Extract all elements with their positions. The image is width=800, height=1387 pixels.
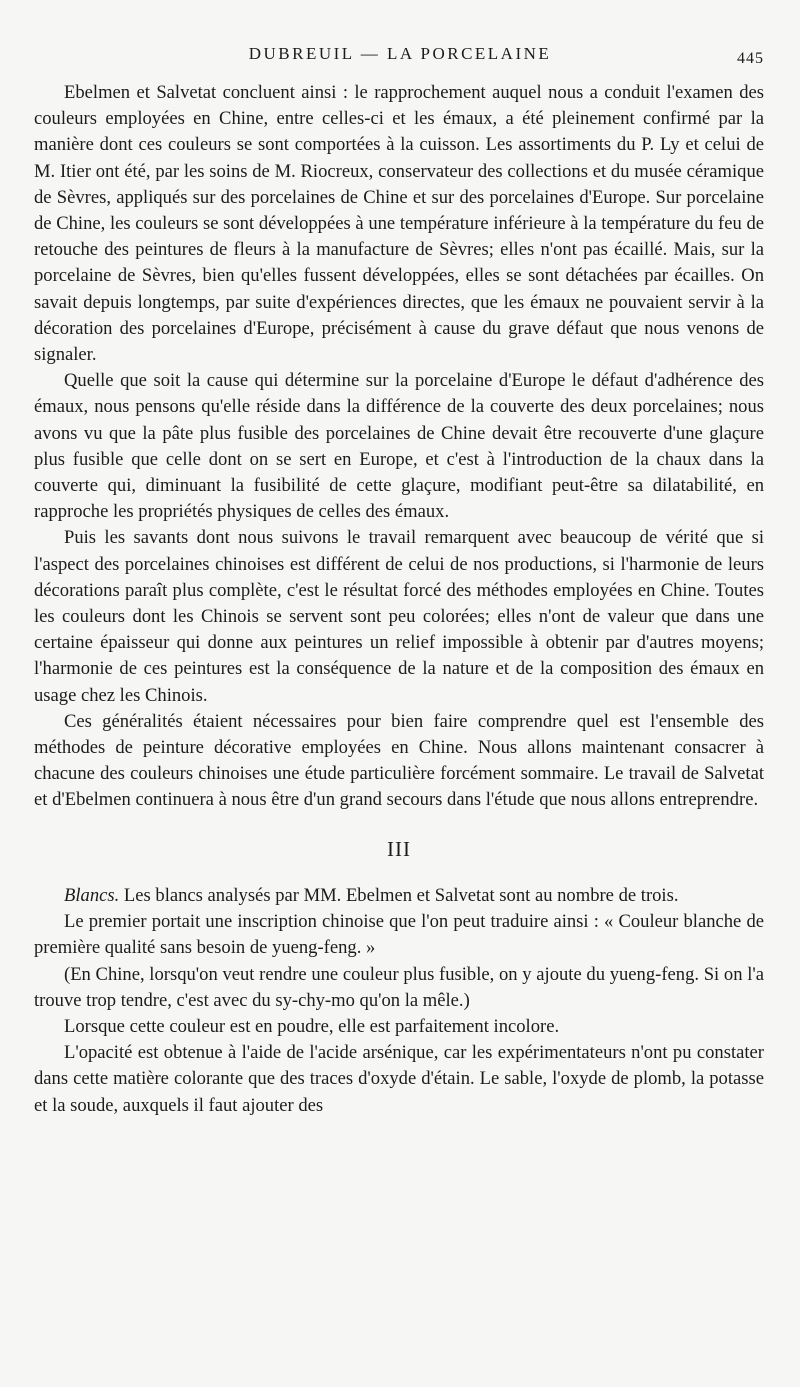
paragraph: Ces généralités étaient nécessaires pour bien faire comprendre quel est l'ensemble des méthodes de peinture décorative employées en Chine. Nous allons maintenant consacrer à chacune des couleurs chinoises une étude particulière forcément sommaire. Le travail de Salvetat et d'Ebelmen continuera à nous être d'un grand secours dans l'étude que nous allons entreprendre. [34, 710, 764, 811]
running-head [0, 44, 800, 66]
section-intro-text: Les blancs analysés par MM. Ebelmen et Salvetat sont au nombre de trois. [119, 884, 679, 906]
page-number: 445 [737, 50, 764, 67]
paragraph: Quelle que soit la cause qui détermine sur la porcelaine d'Europe le défaut d'adhérence des émaux, nous pensons qu'elle réside dans la différence de la couverte des deux porcelaines; nous avons vu que la pâte plus fusible des porcelaines de Chine devait être recouverte d'une glaçure plus fusible que celle dont on se sert en Europe, et c'est à l'introduction de la chaux dans la couverte qui, diminuant la fusibilité de cette glaçure, modifiant peut-être sa dilatabilité, en rapproche les propriétés physiques de celles des émaux. [34, 370, 764, 523]
section-lead-word: Blancs. [64, 884, 120, 906]
paragraph: (En Chine, lorsqu'on veut rendre une couleur plus fusible, on y ajoute du yueng-feng. Si on l'a trouve trop tendre, c'est avec du sy-chy-mo qu'on la mêle.) [34, 963, 764, 1011]
paragraph: L'opacité est obtenue à l'aide de l'acide arsénique, car les expérimentateurs n'ont pu constater dans cette matière colorante que des traces d'oxyde d'étain. Le sable, l'oxyde de plomb, la potasse et la soude, auxquels il faut ajouter des [34, 1042, 764, 1116]
paragraph: Ebelmen et Salvetat concluent ainsi : le rapprochement auquel nous a conduit l'examen des couleurs employées en Chine, entre celles-ci et les émaux, a été pleinement confirmé par la manière dont ces couleurs se sont comportées à la cuisson. Les assortiments du P. Ly et celui de M. Itier ont été, par les soins de M. Riocreux, conservateur des collections et du musée céramique de Sèvres, appliqués sur des porcelaines de Chine et sur des porcelaines d'Europe. Sur porcelaine de Chine, les couleurs se sont développées à une température inférieure à la température du feu de retouche des peintures de fleurs à la manufacture de Sèvres; elles n'ont pas écaillé. Mais, sur la porcelaine de Sèvres, bien qu'elles fussent développées, elles se sont détachées par écailles. On savait depuis longtemps, par suite d'expériences directes, que les émaux ne pouvaient servir à la décoration des porcelaines d'Europe, précisément à cause du grave défaut que nous venons de signaler. [34, 82, 764, 366]
running-title: DUBREUIL — LA PORCELAINE [248, 44, 552, 63]
body-text [34, 80, 764, 1119]
paragraph: Lorsque cette couleur est en poudre, elle est parfaitement incolore. [64, 1015, 560, 1037]
section-intro-paragraph [34, 883, 764, 909]
paragraph: Le premier portait une inscription chinoise que l'on peut traduire ainsi : « Couleur blanche de première qualité sans besoin de yueng-feng. » [34, 911, 764, 959]
section-heading: III [387, 836, 411, 861]
paragraph: Puis les savants dont nous suivons le travail remarquent avec beaucoup de vérité que si l'aspect des porcelaines chinoises est différent de celui de nos productions, si l'harmonie de leurs décorations paraît plus complète, c'est le résultat forcé des méthodes employées en Chine. Toutes les couleurs dont les Chinois se servent sont peu colorées; elles n'ont de valeur que dans une certaine épaisseur qui donne aux peintures un relief impossible à obtenir par d'autres moyens; l'harmonie de ces peintures est la conséquence de la nature et de la composition des émaux en usage chez les Chinois. [34, 527, 764, 706]
